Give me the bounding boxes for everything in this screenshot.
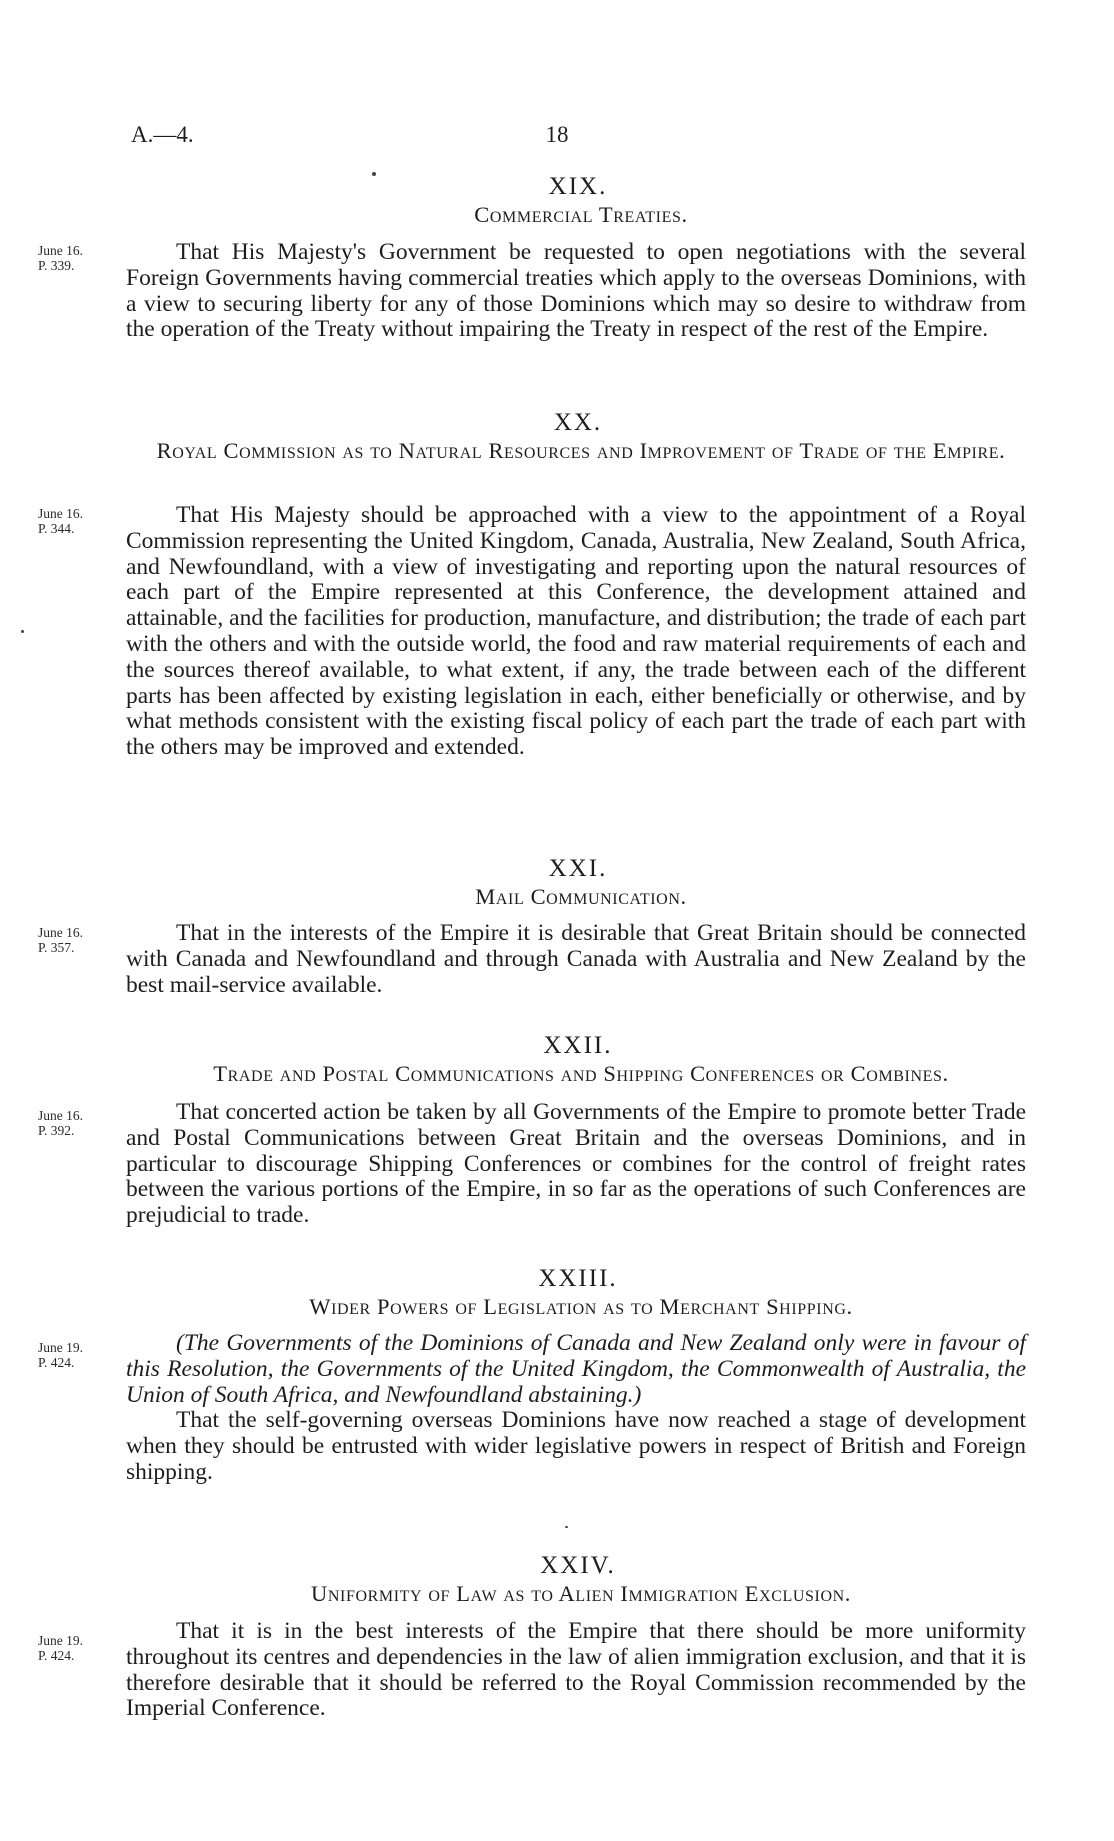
paragraph: That His Majesty should be approached with a view to the appointment of a Royal Commission representing the United Kingdom, Canada, Australia, New Zealand, South Africa, and Newfoundland, with a view of investigating and reporting upon the natural resources of each part of the Empire represented at this Conference, the development attained and attainable, and the facilities for production, manufacture, and distribution; the trade of each part with the others and with the outside world, the food and raw material requirements of each and the sources thereof available, to what extent, if any, the trade between each of the different parts has been affected by existing legislation in each, either beneficially or otherwise, and by what methods consistent with the existing fiscal policy of each part the trade of each part with the others may be improved and extended.: [126, 502, 1026, 761]
paragraph: That concerted action be taken by all Governments of the Empire to promote better Trade and Postal Communications between Great Britain and the overseas Dominions, and in particular to discourage Shipping Conferences or combines for the control of freight rates between the various portions of the Empire, in so far as the operations of such Conferences are prejudicial to trade.: [126, 1099, 1026, 1229]
margin-page-ref: P. 424.: [38, 1648, 75, 1663]
paragraph: That His Majesty's Government be requested to open negotiations with the several Foreign Governments having commercial treaties which apply to the overseas Dominions, with a view to securing liberty for any of those Dominions which may so desire to withdraw from the operation of the Treaty without impairing the Treaty in respect of the rest of the Empire.: [126, 239, 1026, 343]
page-number: 18: [545, 122, 569, 147]
paragraph: That the self-governing overseas Dominions have now reached a stage of development when they should be entrusted with wider legislative powers in respect of British and Foreign shipping.: [126, 1407, 1026, 1485]
paragraph: That it is in the best interests of the Empire that there should be more uniformity throughout its centres and dependencies in the law of alien immigration exclusion, and that it is therefore desirable that it should be referred to the Royal Commission recommended by the Imperial Conference.: [126, 1618, 1026, 1722]
section-numeral: XIX.: [548, 173, 608, 200]
margin-page-ref: P. 392.: [38, 1123, 75, 1138]
section-body: [126, 1331, 1026, 1486]
section-body: [126, 921, 1026, 998]
section-heading-xxi: [0, 854, 1114, 910]
margin-date: June 16.: [38, 925, 83, 940]
section-body: [126, 240, 1026, 343]
margin-note: [38, 506, 83, 536]
section-title: Wider Powers of Legislation as to Merchant Shipping.: [309, 1294, 853, 1319]
section-title: Commercial Treaties.: [474, 202, 688, 227]
section-title: Royal Commission as to Natural Resources and Improvement of Trade of the Empire.: [156, 438, 1006, 463]
section-heading-xxiv: [0, 1551, 1114, 1607]
margin-note: [38, 925, 83, 955]
section-numeral: XXII.: [543, 1032, 613, 1059]
margin-note: [38, 1108, 83, 1138]
section-body: [126, 503, 1026, 761]
document-reference: A.—4.: [131, 122, 194, 147]
scan-speck: [21, 630, 24, 633]
scan-speck: [372, 172, 376, 176]
margin-note: [38, 1633, 83, 1663]
section-title: Trade and Postal Communications and Shipping Conferences or Combines.: [213, 1061, 949, 1086]
section-numeral: XX.: [553, 409, 603, 436]
margin-page-ref: P. 344.: [38, 521, 75, 536]
margin-page-ref: P. 339.: [38, 258, 75, 273]
margin-date: June 19.: [38, 1633, 83, 1648]
margin-date: June 16.: [38, 506, 83, 521]
paragraph: That in the interests of the Empire it is desirable that Great Britain should be connected with Canada and Newfoundland and through Canada with Australia and New Zealand by the best mail-service available.: [126, 920, 1026, 998]
section-body: [126, 1619, 1026, 1722]
section-numeral: XXI.: [548, 855, 608, 882]
margin-date: June 19.: [38, 1340, 83, 1355]
section-numeral: XXIII.: [538, 1265, 618, 1292]
margin-note: [38, 1340, 83, 1370]
section-heading-xxii: [0, 1031, 1114, 1087]
margin-date: June 16.: [38, 243, 83, 258]
section-heading-xix: [0, 172, 1114, 228]
section-title: Uniformity of Law as to Alien Immigration Exclusion.: [311, 1581, 851, 1606]
section-heading-xxiii: [0, 1264, 1114, 1320]
margin-page-ref: P. 357.: [38, 940, 75, 955]
margin-date: June 16.: [38, 1108, 83, 1123]
margin-page-ref: P. 424.: [38, 1355, 75, 1370]
scan-speck: [565, 1526, 568, 1528]
section-heading-xx: [0, 408, 1114, 464]
section-body: [126, 1100, 1026, 1229]
italic-note: (The Governments of the Dominions of Canada and New Zealand only were in favour of this Resolution, the Governments of the United Kingdom, the Commonwealth of Australia, the Union of South Africa, and Newfoundland abstaining.): [126, 1330, 1026, 1408]
section-title: Mail Communication.: [475, 884, 687, 909]
margin-note: [38, 243, 83, 273]
section-numeral: XXIV.: [540, 1552, 616, 1579]
